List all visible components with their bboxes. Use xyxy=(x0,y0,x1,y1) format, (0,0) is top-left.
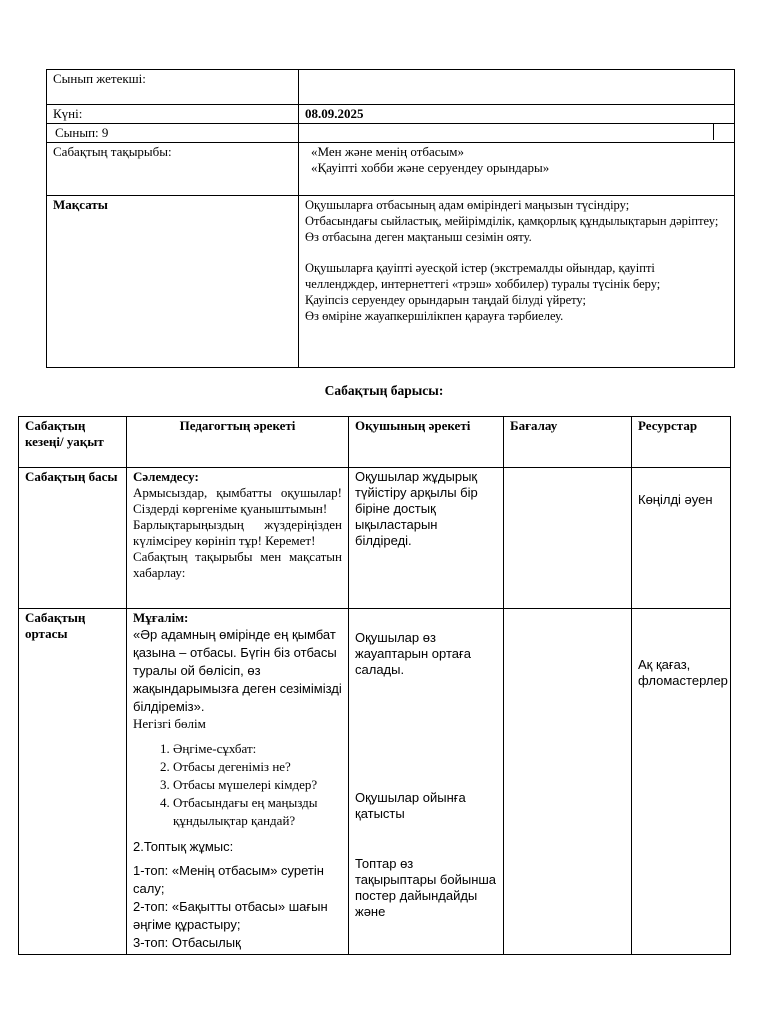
lesson-info-table xyxy=(46,69,735,368)
main-part-label: Негізгі бөлім xyxy=(133,716,206,731)
student-note: Топтар өз тақырыптары бойынша постер дайындайды және xyxy=(355,856,497,919)
aim-line: Өз отбасына деген мақтаныш сезімін ояту. xyxy=(305,230,532,244)
discussion-list xyxy=(133,740,342,830)
header-resources: Ресурстар xyxy=(632,417,731,468)
topic-line-2: «Қауіпті хобби және серуендеу орындары» xyxy=(311,160,550,175)
resources-start: Көңілді әуен xyxy=(632,468,731,609)
greeting-text: Барлықтарыңыздың жүздеріңізден күлімсіреу көрініп тұр! Керемет! xyxy=(133,517,342,548)
table-row xyxy=(19,609,731,955)
date-label: Күні: xyxy=(47,105,299,124)
group-task: 1-топ: «Менің отбасым» суретін салу; xyxy=(133,863,324,896)
aim-row xyxy=(47,196,735,368)
topic-value xyxy=(299,143,735,196)
student-action-start: Оқушылар жұдырық түйістіру арқылы бір біріне достық ықыластарын білдіреді. xyxy=(349,468,504,609)
aim-text xyxy=(299,196,735,368)
greeting-heading: Сәлемдесу: xyxy=(133,469,199,484)
teacher-heading: Мұғалім: xyxy=(133,610,189,625)
class-label: Сынып: 9 xyxy=(47,124,299,143)
header-teacher: Педагогтың әрекеті xyxy=(127,417,349,468)
table-row xyxy=(19,468,731,609)
header-row xyxy=(19,417,731,468)
list-item: 4. Отбасындағы ең маңызды құндылықтар қандай? xyxy=(173,794,342,830)
lesson-process-table xyxy=(18,416,731,955)
greeting-text: Сабақтың тақырыбы мен мақсатын хабарлау: xyxy=(133,549,342,580)
aim-label: Мақсаты xyxy=(47,196,299,368)
date-row xyxy=(47,105,735,124)
header-student: Оқушының әрекеті xyxy=(349,417,504,468)
lesson-process-title: Сабақтың барысы: xyxy=(324,383,444,398)
aim-line: Оқушыларға отбасының адам өміріндегі маңызын түсіндіру; xyxy=(305,198,630,212)
list-item: 1. Әңгіме-сұхбат: xyxy=(173,740,342,758)
student-note: Оқушылар ойынға қатысты xyxy=(355,790,466,821)
list-item: 2. Отбасы дегеніміз не? xyxy=(173,758,342,776)
assessment-middle xyxy=(504,609,632,955)
aim-line: Өз өміріне жауапкершілікпен қарауға тәрбиелеу. xyxy=(305,309,564,323)
aim-line: Қауіпсіз серуендеу орындарын таңдай білуді үйрету; xyxy=(305,293,586,307)
date-value: 08.09.2025 xyxy=(299,105,735,124)
student-note: Оқушылар өз жауаптарын ортаға салады. xyxy=(355,630,471,677)
group-task: 2-топ: «Бақытты отбасы» шағын әңгіме құрастыру; xyxy=(133,899,328,932)
stage-start: Сабақтың басы xyxy=(19,468,127,609)
homeroom-row xyxy=(47,70,735,105)
aim-line: Оқушыларға қауіпті әуесқой істер (экстремалды ойындар, қауіпті челлендждер, интернеттегі «трэш» хоббилер) туралы түсінік беру; xyxy=(305,261,661,291)
teacher-action-start xyxy=(127,468,349,609)
group-task: 3-топ: Отбасылық xyxy=(133,935,241,950)
homeroom-value xyxy=(299,70,735,105)
assessment-start xyxy=(504,468,632,609)
topic-row xyxy=(47,143,735,196)
teacher-quote: «Әр адамның өмірінде ең қымбат қазына – отбасы. Бүгін біз отбасы туралы ой бөлісіп, өз жақындарымызға деген сезімімізді білдіреміз». xyxy=(133,627,342,714)
topic-line-1: «Мен және менің отбасым» xyxy=(311,144,464,159)
aim-line: Отбасындағы сыйластық, мейірімділік, қамқорлық құндылықтарын дәріптеу; xyxy=(305,214,719,228)
greeting-text: Армысыздар, қымбатты оқушылар! Сіздерді көргеніме қуаныштымын! xyxy=(133,485,342,516)
topic-label: Сабақтың тақырыбы: xyxy=(47,143,299,196)
teacher-action-middle xyxy=(127,609,349,955)
homeroom-label: Сынып жетекші: xyxy=(47,70,299,105)
header-assessment: Бағалау xyxy=(504,417,632,468)
stage-middle: Сабақтың ортасы xyxy=(19,609,127,955)
class-value-cell xyxy=(299,124,735,143)
header-stage: Сабақтың кезеңі/ уақыт xyxy=(19,417,127,468)
student-action-middle xyxy=(349,609,504,955)
list-item: 3. Отбасы мүшелері кімдер? xyxy=(173,776,342,794)
group-work-label: 2.Топтық жұмыс: xyxy=(133,839,234,854)
resources-middle: Ақ қағаз, фломастерлер xyxy=(632,609,731,955)
class-row xyxy=(47,124,735,143)
